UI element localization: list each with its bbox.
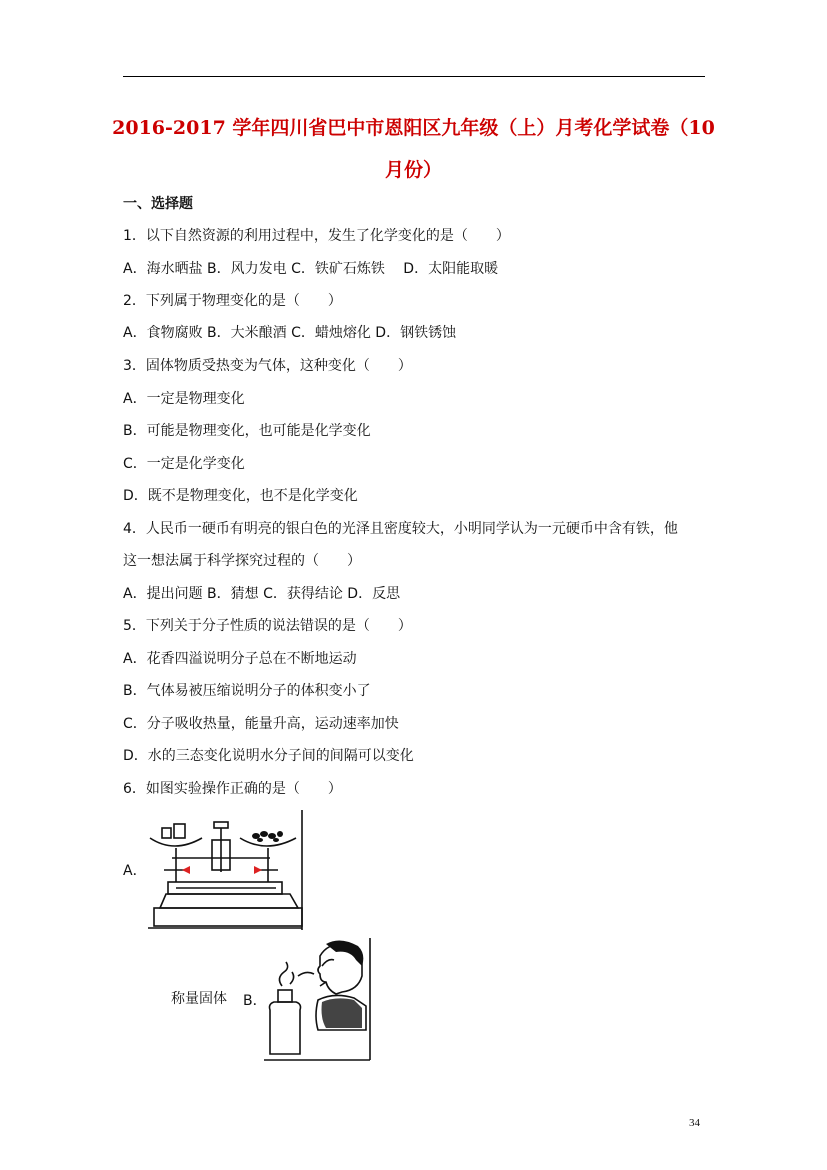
page-title-line2: 月份） bbox=[384, 159, 442, 181]
option-a-caption: 称量固体 bbox=[171, 991, 227, 1007]
section-heading: 一、选择题 bbox=[123, 196, 193, 212]
page-number: 34 bbox=[689, 1117, 700, 1129]
question-5-option-d: D．水的三态变化说明水分子间的间隔可以变化 bbox=[123, 748, 414, 764]
question-3: 3．固体物质受热变为气体，这种变化（ ） bbox=[123, 358, 412, 374]
question-3-option-d: D．既不是物理变化，也不是化学变化 bbox=[123, 488, 358, 504]
question-4-line1: 4．人民币一硬币有明亮的银白色的光泽且密度较大，小明同学认为一元硬币中含有铁，他 bbox=[123, 521, 678, 537]
page-title-line1: 2016-2017 学年四川省巴中市恩阳区九年级（上）月考化学试卷（10 bbox=[112, 117, 715, 139]
question-4-line2: 这一想法属于科学探究过程的（ ） bbox=[123, 553, 361, 569]
question-5: 5．下列关于分子性质的说法错误的是（ ） bbox=[123, 618, 412, 634]
smelling-bottle-figure bbox=[262, 938, 374, 1062]
option-b-label: B． bbox=[243, 993, 267, 1009]
question-1: 1．以下自然资源的利用过程中，发生了化学变化的是（ ） bbox=[123, 228, 510, 244]
option-a-label: A． bbox=[123, 863, 147, 879]
question-2: 2．下列属于物理变化的是（ ） bbox=[123, 293, 342, 309]
header-rule bbox=[123, 76, 705, 77]
question-5-option-b: B．气体易被压缩说明分子的体积变小了 bbox=[123, 683, 371, 699]
question-3-option-a: A．一定是物理变化 bbox=[123, 391, 245, 407]
balance-scale-figure bbox=[146, 810, 306, 932]
question-4-options: A．提出问题 B．猜想 C．获得结论 D．反思 bbox=[123, 586, 401, 602]
question-2-options: A．食物腐败 B．大米酿酒 C．蜡烛熔化 D．钢铁锈蚀 bbox=[123, 325, 457, 341]
question-3-option-c: C．一定是化学变化 bbox=[123, 456, 245, 472]
question-5-option-a: A．花香四溢说明分子总在不断地运动 bbox=[123, 651, 357, 667]
question-1-options: A．海水晒盐 B．风力发电 C．铁矿石炼铁 D．太阳能取暖 bbox=[123, 261, 499, 277]
question-3-option-b: B．可能是物理变化，也可能是化学变化 bbox=[123, 423, 371, 439]
question-6: 6．如图实验操作正确的是（ ） bbox=[123, 781, 342, 797]
question-5-option-c: C．分子吸收热量，能量升高，运动速率加快 bbox=[123, 716, 399, 732]
